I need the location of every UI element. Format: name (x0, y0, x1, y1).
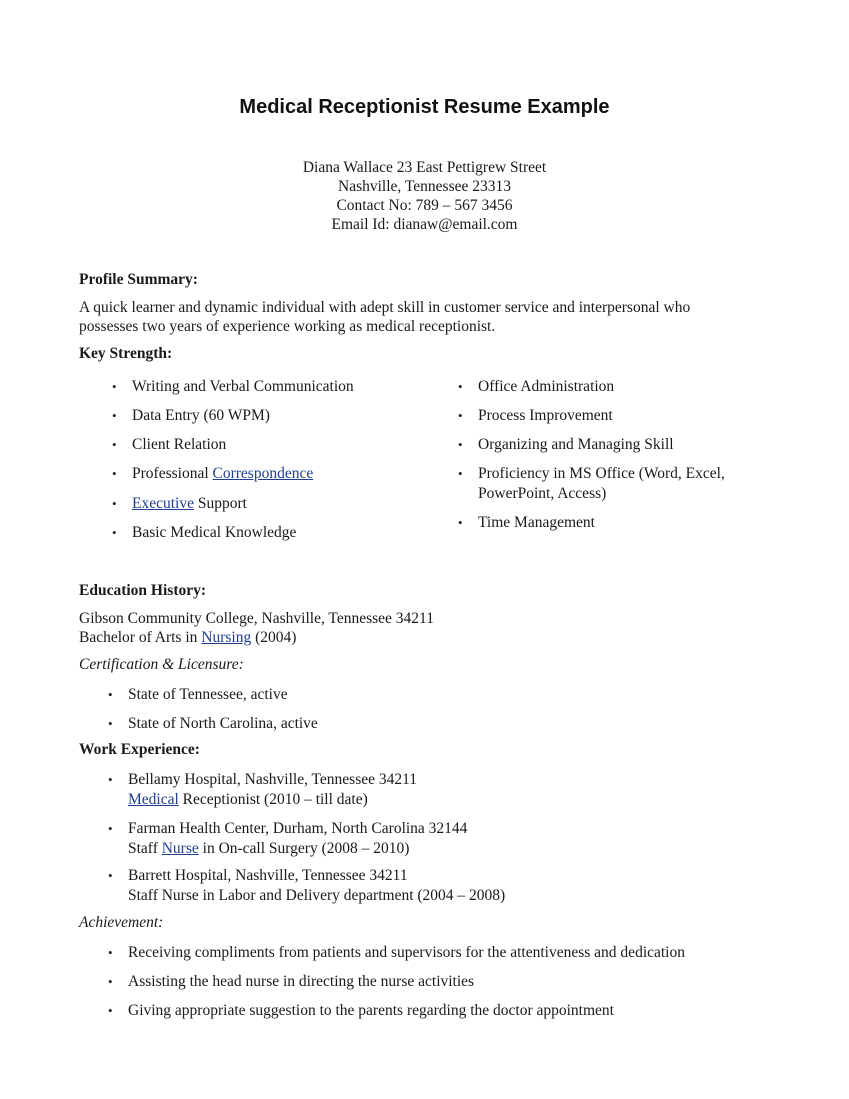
degree-suffix: (2004) (251, 629, 297, 646)
cert-text: State of Tennessee, active (128, 686, 288, 703)
education-school: Gibson Community College, Nashville, Tennessee 34211 (79, 610, 434, 627)
strength-text: Writing and Verbal Communication (132, 378, 354, 395)
profile-summary-text (79, 298, 769, 336)
strength-text-prefix: Professional (132, 465, 213, 482)
nursing-link[interactable]: Nursing (201, 629, 252, 646)
strength-text-suffix: Support (193, 495, 247, 512)
job-role-suffix: in On-call Surgery (2008 – 2010) (198, 840, 410, 857)
bullet-icon: • (112, 496, 117, 511)
bullet-icon: • (112, 466, 117, 481)
bullet-icon: • (108, 821, 113, 836)
degree-prefix: Bachelor of Arts in (79, 629, 202, 646)
bullet-icon: • (458, 437, 463, 452)
strength-text (132, 464, 313, 484)
job-role: Staff Nurse in Labor and Delivery department (2004 – 2008) (128, 887, 506, 904)
bullet-icon: • (112, 437, 117, 452)
nurse-link[interactable]: Nurse (161, 840, 199, 857)
job-role (128, 790, 368, 810)
contact-name-address: Diana Wallace 23 East Pettigrew Street (302, 159, 547, 176)
strength-text (132, 494, 247, 514)
work-experience-heading: Work Experience: (79, 741, 200, 758)
profile-summary-heading: Profile Summary: (79, 271, 198, 288)
contact-phone: Contact No: 789 – 567 3456 (336, 197, 513, 214)
job-employer: Farman Health Center, Durham, North Carolina 32144 (128, 820, 468, 837)
bullet-icon: • (108, 1003, 113, 1018)
contact-city: Nashville, Tennessee 23313 (338, 178, 511, 195)
contact-block (0, 158, 849, 234)
bullet-icon: • (112, 408, 117, 423)
job-role-prefix: Staff (128, 840, 162, 857)
achievement-text: Giving appropriate suggestion to the parents regarding the doctor appointment (128, 1002, 614, 1019)
page-title: Medical Receptionist Resume Example (239, 96, 610, 118)
strength-text: Proficiency in MS Office (Word, Excel, (478, 465, 725, 482)
achievement-text: Assisting the head nurse in directing the nurse activities (128, 973, 475, 990)
education-text (79, 609, 769, 647)
bullet-icon: • (108, 772, 113, 787)
strength-text: Time Management (478, 514, 595, 531)
job-employer: Bellamy Hospital, Nashville, Tennessee 34211 (128, 771, 418, 788)
bullet-icon: • (458, 515, 463, 530)
strength-text: Data Entry (60 WPM) (132, 407, 270, 424)
strength-text: Office Administration (478, 378, 615, 395)
strength-text: Organizing and Managing Skill (478, 436, 674, 453)
certification-heading: Certification & Licensure: (79, 656, 244, 673)
contact-email: Email Id: dianaw@email.com (331, 216, 518, 233)
bullet-icon: • (112, 525, 117, 540)
bullet-icon: • (112, 379, 117, 394)
correspondence-link[interactable]: Correspondence (212, 465, 314, 482)
key-strength-heading: Key Strength: (79, 345, 173, 362)
bullet-icon: • (108, 945, 113, 960)
bullet-icon: • (108, 974, 113, 989)
strength-text: Basic Medical Knowledge (132, 524, 297, 541)
profile-summary-line: possesses two years of experience working as medical receptionist. (79, 318, 496, 335)
education-degree (79, 628, 769, 647)
strength-text: Process Improvement (478, 407, 613, 424)
profile-summary-line: A quick learner and dynamic individual with adept skill in customer service and interpersonal who (79, 299, 691, 316)
education-heading: Education History: (79, 582, 207, 599)
bullet-icon: • (458, 466, 463, 481)
bullet-icon: • (458, 379, 463, 394)
medical-link[interactable]: Medical (128, 791, 179, 808)
job-role (128, 839, 409, 859)
job-role-suffix: Receptionist (2010 – till date) (178, 791, 368, 808)
executive-link[interactable]: Executive (132, 495, 194, 512)
achievement-text: Receiving compliments from patients and supervisors for the attentiveness and dedication (128, 944, 685, 961)
strength-text: PowerPoint, Access) (478, 485, 607, 502)
job-employer: Barrett Hospital, Nashville, Tennessee 34211 (128, 867, 408, 884)
achievement-heading: Achievement: (79, 914, 164, 931)
bullet-icon: • (108, 868, 113, 883)
bullet-icon: • (108, 687, 113, 702)
bullet-icon: • (108, 716, 113, 731)
strength-text: Client Relation (132, 436, 227, 453)
bullet-icon: • (458, 408, 463, 423)
cert-text: State of North Carolina, active (128, 715, 318, 732)
